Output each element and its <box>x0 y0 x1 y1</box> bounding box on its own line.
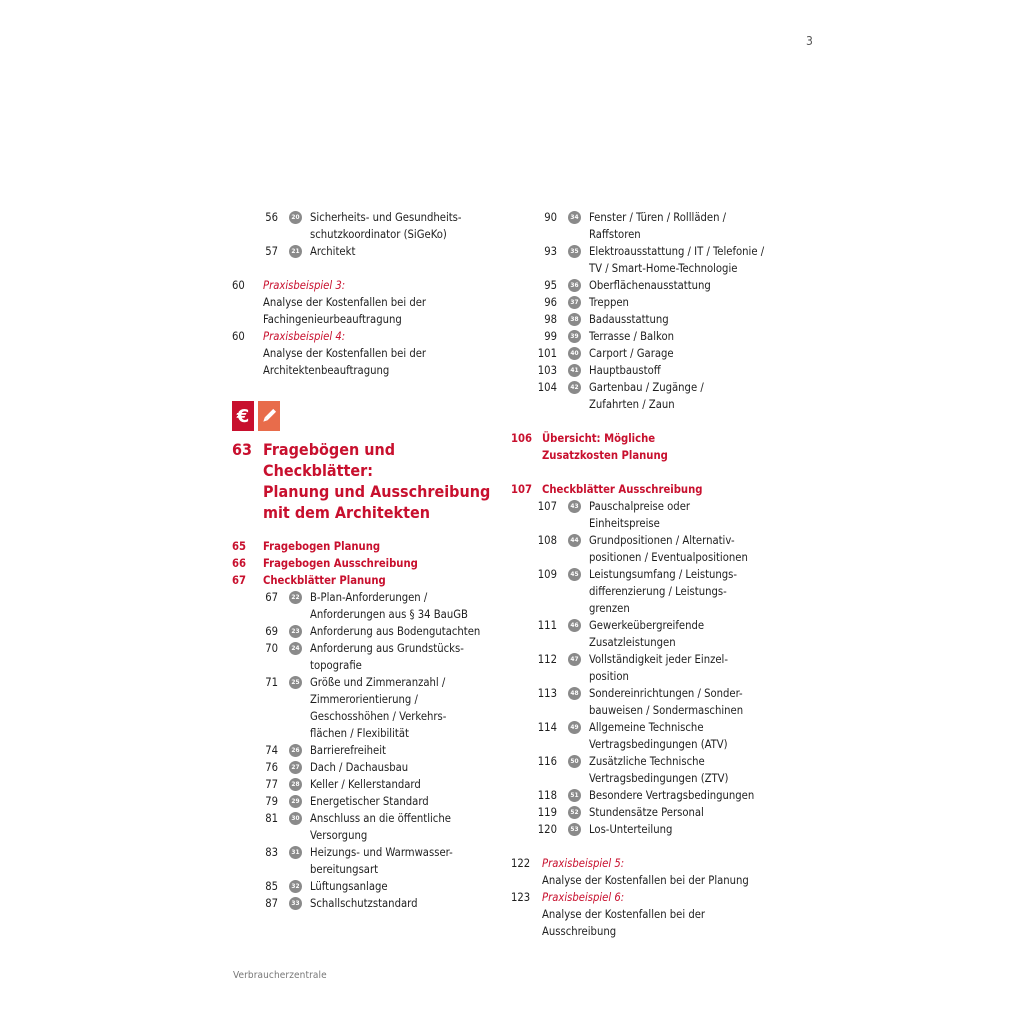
checklist-number-badge: 20 <box>289 211 302 224</box>
toc-entry[interactable] <box>232 674 502 742</box>
toc-entry[interactable] <box>511 379 781 413</box>
checklist-number-badge: 21 <box>289 245 302 258</box>
entry-line: Energetischer Standard <box>310 795 429 808</box>
toc-entry[interactable] <box>511 804 781 821</box>
entry-title: Fragebogen Planung <box>263 540 381 553</box>
checklist-number-badge: 35 <box>568 245 581 258</box>
entry-line: Gewerkeübergreifende <box>589 619 705 632</box>
entry-line: Badausstattung <box>589 313 669 326</box>
toc-right-column <box>511 209 781 940</box>
entry-line: Geschosshöhen / Verkehrs- <box>310 710 447 723</box>
toc-entry[interactable] <box>511 311 781 328</box>
example-title: Praxisbeispiel 3: <box>263 279 346 292</box>
entry-line: Vollständigkeit jeder Einzel- <box>589 653 728 666</box>
entry-page: 90 <box>544 211 557 224</box>
checklist-number-badge: 40 <box>568 347 581 360</box>
entry-line: Größe und Zimmeranzahl / <box>310 676 446 689</box>
entry-line: Versorgung <box>310 829 368 842</box>
chapter-title <box>232 439 502 523</box>
chapter-page: 63 <box>232 440 253 459</box>
entry-page: 83 <box>265 846 278 859</box>
toc-entry[interactable] <box>232 895 502 912</box>
entry-line: Sondereinrichtungen / Sonder- <box>589 687 743 700</box>
practice-example-entry[interactable] <box>511 889 781 940</box>
checklist-number-badge: 53 <box>568 823 581 836</box>
entry-page: 120 <box>537 823 557 836</box>
entry-page: 119 <box>537 806 557 819</box>
entry-page: 96 <box>544 296 557 309</box>
section-checkblaetter-ausschreibung[interactable] <box>511 481 781 498</box>
entry-line: Einheitspreise <box>589 517 660 530</box>
practice-example-entry[interactable] <box>232 277 502 328</box>
checklist-number-badge: 49 <box>568 721 581 734</box>
entry-page: 67 <box>265 591 278 604</box>
checklist-number-badge: 25 <box>289 676 302 689</box>
entry-page: 99 <box>544 330 557 343</box>
entry-line: Schallschutzstandard <box>310 897 418 910</box>
entry-page: 93 <box>544 245 557 258</box>
entry-line: Besondere Vertragsbedingungen <box>589 789 755 802</box>
entry-line: Dach / Dachausbau <box>310 761 409 774</box>
entry-line: Treppen <box>589 296 629 309</box>
entry-line: Heizungs- und Warmwasser- <box>310 846 453 859</box>
checklist-number-badge: 24 <box>289 642 302 655</box>
practice-example-entry[interactable] <box>232 328 502 379</box>
entry-page: 103 <box>537 364 557 377</box>
entry-line: Gartenbau / Zugänge / <box>589 381 704 394</box>
toc-entry[interactable] <box>232 243 502 260</box>
entry-line: Barrierefreiheit <box>310 744 386 757</box>
entry-page: 98 <box>544 313 557 326</box>
toc-entry[interactable] <box>511 787 781 804</box>
entry-line: Stundensätze Personal <box>589 806 704 819</box>
entry-line: Ausschreibung <box>542 925 617 938</box>
entry-page: 77 <box>265 778 278 791</box>
checklist-number-badge: 42 <box>568 381 581 394</box>
entry-line: bauweisen / Sondermaschinen <box>589 704 744 717</box>
checklist-number-badge: 34 <box>568 211 581 224</box>
toc-entry[interactable] <box>511 566 781 617</box>
toc-entry[interactable] <box>511 498 781 532</box>
entry-line: Pauschalpreise oder <box>589 500 691 513</box>
entry-page: 81 <box>265 812 278 825</box>
entry-line: Vertragsbedingungen (ZTV) <box>589 772 729 785</box>
entry-line: Hauptbaustoff <box>589 364 661 377</box>
toc-entry[interactable] <box>232 878 502 895</box>
entry-page: 118 <box>537 789 557 802</box>
entry-line: Anforderung aus Grundstücks- <box>310 642 464 655</box>
checklist-number-badge: 30 <box>289 812 302 825</box>
checklist-number-badge: 31 <box>289 846 302 859</box>
checklist-number-badge: 39 <box>568 330 581 343</box>
entry-line: Übersicht: Mögliche <box>542 432 656 445</box>
entry-line: Zusatzleistungen <box>589 636 676 649</box>
toc-entry[interactable] <box>232 810 502 844</box>
toc-left-column <box>232 209 502 912</box>
entry-line: topografie <box>310 659 362 672</box>
entry-title: Fragebogen Ausschreibung <box>263 557 418 570</box>
entry-page: 123 <box>511 891 531 904</box>
checklist-number-badge: 44 <box>568 534 581 547</box>
entry-page: 108 <box>537 534 557 547</box>
entry-line: Zusätzliche Technische <box>589 755 705 768</box>
toc-entry[interactable] <box>511 821 781 838</box>
page-number: 3 <box>806 34 813 48</box>
entry-line: Los-Unterteilung <box>589 823 673 836</box>
entry-line: Raffstoren <box>589 228 641 241</box>
checklist-number-badge: 45 <box>568 568 581 581</box>
entry-page: 60 <box>232 330 245 343</box>
checklist-number-badge: 41 <box>568 364 581 377</box>
toc-entry[interactable] <box>511 362 781 379</box>
toc-entry[interactable] <box>511 277 781 294</box>
entry-line: position <box>589 670 629 683</box>
toc-entry[interactable] <box>232 209 502 243</box>
entry-line: TV / Smart-Home-Technologie <box>589 262 738 275</box>
checklist-number-badge: 29 <box>289 795 302 808</box>
toc-entry[interactable] <box>511 294 781 311</box>
entry-page: 66 <box>232 557 247 570</box>
entry-page: 107 <box>537 500 557 513</box>
toc-entry[interactable] <box>232 742 502 759</box>
entry-line: Allgemeine Technische <box>589 721 704 734</box>
entry-line: B-Plan-Anforderungen / <box>310 591 428 604</box>
toc-entry[interactable] <box>511 617 781 651</box>
checklist-number-badge: 47 <box>568 653 581 666</box>
chapter-heading <box>232 401 502 523</box>
checklist-number-badge: 33 <box>289 897 302 910</box>
entry-page: 74 <box>265 744 278 757</box>
entry-page: 56 <box>265 211 278 224</box>
entry-line: Keller / Kellerstandard <box>310 778 421 791</box>
toc-entry[interactable] <box>232 623 502 640</box>
entry-page: 109 <box>537 568 557 581</box>
entry-page: 69 <box>265 625 278 638</box>
entry-title: Checkblätter Ausschreibung <box>542 483 703 496</box>
toc-entry[interactable] <box>511 532 781 566</box>
entry-line: Lüftungsanlage <box>310 880 388 893</box>
entry-page: 116 <box>537 755 557 768</box>
checklist-number-badge: 48 <box>568 687 581 700</box>
entry-line: Grundpositionen / Alternativ- <box>589 534 735 547</box>
toc-entry[interactable] <box>511 719 781 753</box>
toc-entry[interactable] <box>232 759 502 776</box>
checklist-number-badge: 51 <box>568 789 581 802</box>
entry-page: 70 <box>265 642 278 655</box>
checklist-number-badge: 37 <box>568 296 581 309</box>
checklist-number-badge: 46 <box>568 619 581 632</box>
entry-page: 122 <box>511 857 531 870</box>
checklist-number-badge: 27 <box>289 761 302 774</box>
entry-line: Anschluss an die öffentliche <box>310 812 451 825</box>
toc-entry[interactable] <box>511 753 781 787</box>
toc-entry[interactable] <box>232 844 502 878</box>
entry-page: 79 <box>265 795 278 808</box>
entry-title: Checkblätter Planung <box>263 574 386 587</box>
checklist-number-badge: 52 <box>568 806 581 819</box>
entry-line: Fenster / Türen / Rollläden / <box>589 211 727 224</box>
entry-page: 85 <box>265 880 278 893</box>
toc-entry[interactable] <box>232 640 502 674</box>
entry-line: Analyse der Kostenfallen bei der <box>263 347 427 360</box>
entry-line: Zimmerorientierung / <box>310 693 418 706</box>
section-entry[interactable] <box>232 555 502 572</box>
entry-line: flächen / Flexibilität <box>310 727 409 740</box>
section-entry[interactable] <box>232 538 502 555</box>
entry-line: Architektenbeauftragung <box>263 364 390 377</box>
checklist-number-badge: 32 <box>289 880 302 893</box>
entry-page: 113 <box>537 687 557 700</box>
entry-page: 107 <box>511 483 533 496</box>
section-entry[interactable] <box>232 572 502 589</box>
entry-page: 111 <box>537 619 557 632</box>
pencil-icon <box>258 401 280 431</box>
entry-page: 67 <box>232 574 247 587</box>
toc-entry[interactable] <box>232 776 502 793</box>
checklist-number-badge: 50 <box>568 755 581 768</box>
euro-icon: € <box>232 401 254 431</box>
entry-page: 112 <box>537 653 557 666</box>
entry-line: differenzierung / Leistungs- <box>589 585 727 598</box>
entry-line: Leistungsumfang / Leistungs- <box>589 568 738 581</box>
entry-line: Sicherheits- und Gesundheits- <box>310 211 462 224</box>
overview-entry[interactable] <box>511 430 781 464</box>
checklist-number-badge: 43 <box>568 500 581 513</box>
entry-line: Elektroausstattung / IT / Telefonie / <box>589 245 765 258</box>
entry-page: 57 <box>265 245 278 258</box>
entry-line: Analyse der Kostenfallen bei der Planung <box>542 874 749 887</box>
checklist-number-badge: 28 <box>289 778 302 791</box>
entry-line: Zufahrten / Zaun <box>589 398 675 411</box>
checklist-number-badge: 22 <box>289 591 302 604</box>
chapter-title-line: Fragebögen und Checkblätter: <box>263 440 396 480</box>
entry-line: Analyse der Kostenfallen bei der <box>263 296 427 309</box>
entry-line: Vertragsbedingungen (ATV) <box>589 738 728 751</box>
entry-page: 65 <box>232 540 247 553</box>
entry-page: 104 <box>537 381 557 394</box>
entry-line: grenzen <box>589 602 630 615</box>
entry-page: 106 <box>511 432 533 445</box>
entry-line: Oberflächenausstattung <box>589 279 711 292</box>
entry-line: Anforderung aus Bodengutachten <box>310 625 481 638</box>
entry-page: 76 <box>265 761 278 774</box>
checklist-number-badge: 36 <box>568 279 581 292</box>
entry-page: 87 <box>265 897 278 910</box>
entry-line: Carport / Garage <box>589 347 674 360</box>
checklist-number-badge: 26 <box>289 744 302 757</box>
chapter-title-line: mit dem Architekten <box>263 503 430 522</box>
practice-example-entry[interactable] <box>511 855 781 889</box>
entry-page: 71 <box>265 676 278 689</box>
entry-line: schutzkoordinator (SiGeKo) <box>310 228 447 241</box>
toc-entry[interactable] <box>511 685 781 719</box>
entry-page: 101 <box>537 347 557 360</box>
entry-page: 60 <box>232 279 245 292</box>
toc-entry[interactable] <box>511 651 781 685</box>
toc-entry[interactable] <box>232 589 502 623</box>
entry-line: bereitungsart <box>310 863 379 876</box>
example-title: Praxisbeispiel 4: <box>263 330 346 343</box>
entry-page: 95 <box>544 279 557 292</box>
footer-publisher: Verbraucherzentrale <box>233 970 327 981</box>
entry-line: positionen / Eventualpositionen <box>589 551 748 564</box>
toc-entry[interactable] <box>511 345 781 362</box>
toc-entry[interactable] <box>232 793 502 810</box>
entry-line: Zusatzkosten Planung <box>542 449 668 462</box>
checklist-number-badge: 23 <box>289 625 302 638</box>
entry-line: Fachingenieurbeauftragung <box>263 313 402 326</box>
chapter-title-line: Planung und Ausschreibung <box>263 482 491 501</box>
example-title: Praxisbeispiel 5: <box>542 857 625 870</box>
entry-line: Analyse der Kostenfallen bei der <box>542 908 706 921</box>
toc-entry[interactable] <box>511 243 781 277</box>
entry-line: Terrasse / Balkon <box>589 330 674 343</box>
toc-entry[interactable] <box>511 328 781 345</box>
toc-entry[interactable] <box>511 209 781 243</box>
entry-page: 114 <box>537 721 557 734</box>
checklist-number-badge: 38 <box>568 313 581 326</box>
entry-line: Anforderungen aus § 34 BauGB <box>310 608 468 621</box>
example-title: Praxisbeispiel 6: <box>542 891 625 904</box>
entry-line: Architekt <box>310 245 356 258</box>
